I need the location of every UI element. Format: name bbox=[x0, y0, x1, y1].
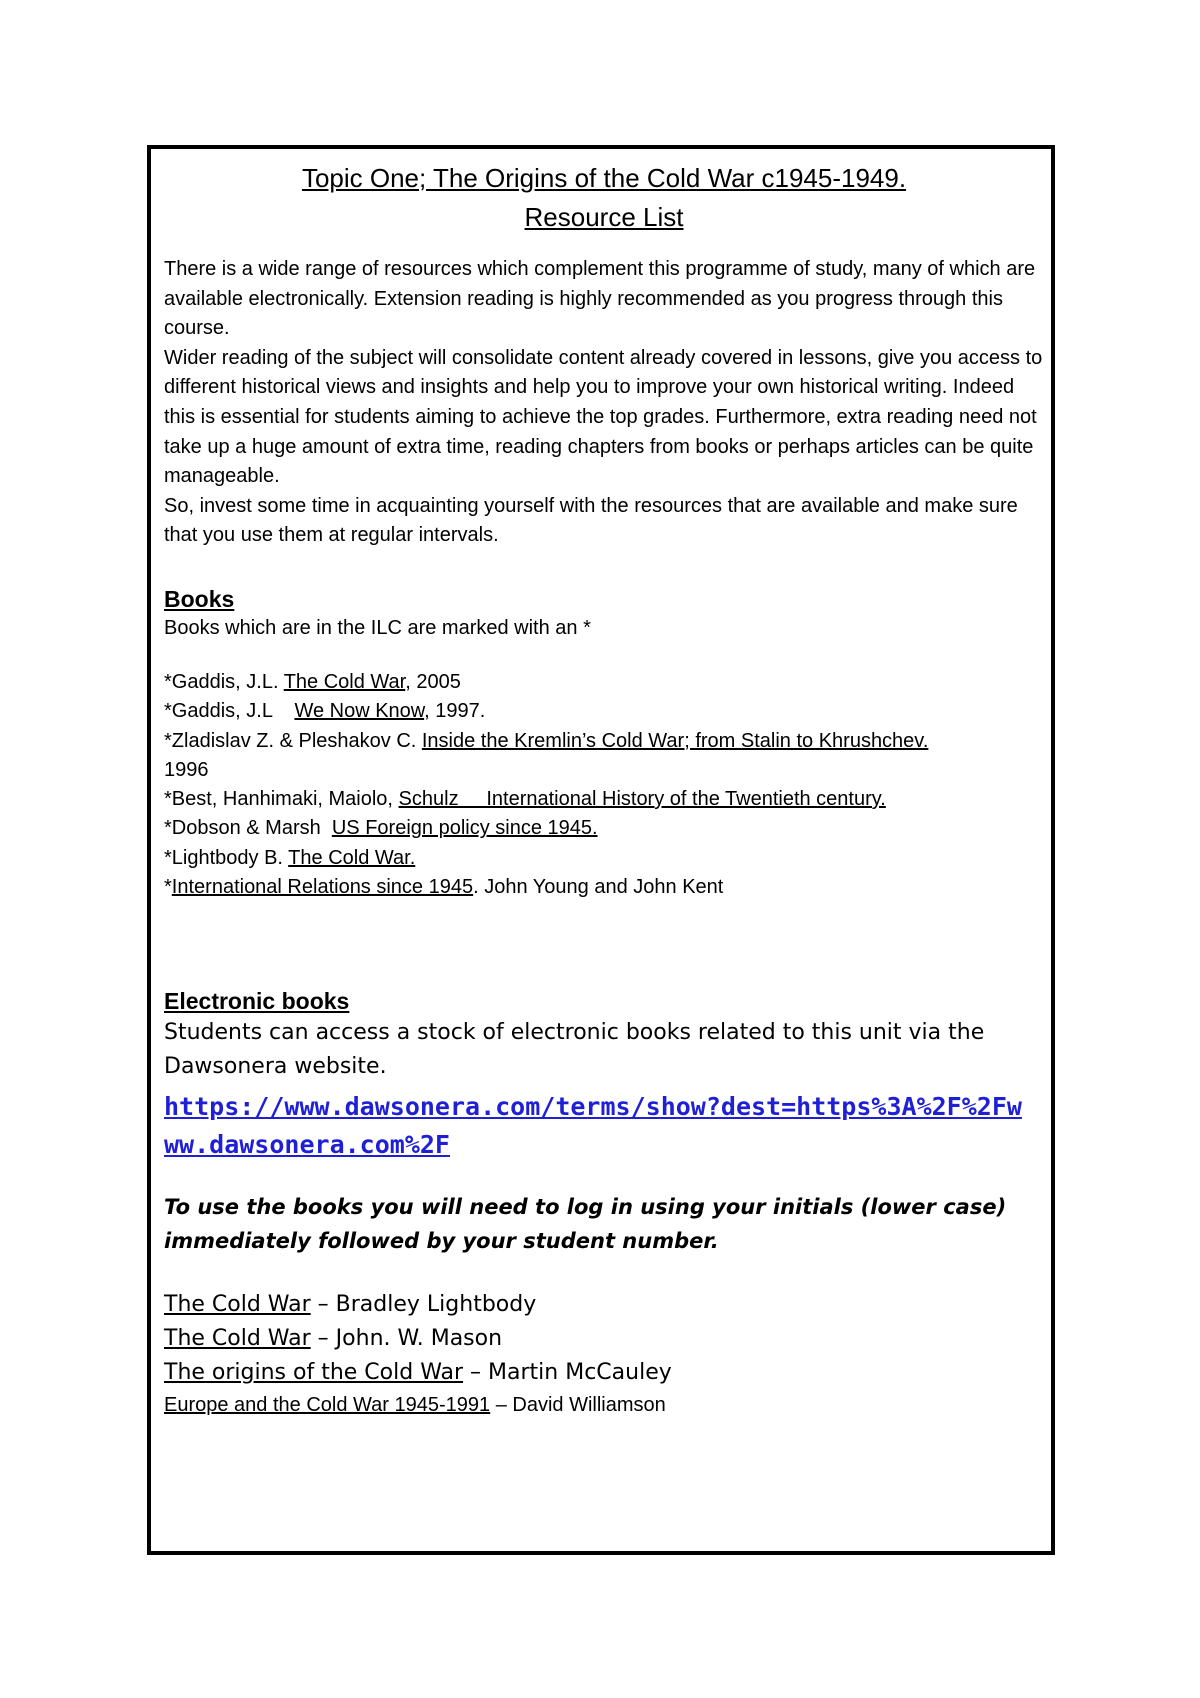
intro-paragraph: There is a wide range of resources which complement this programme of study, many of which are available electronically. Extension reading is highly recommended as you progress through this course. bbox=[164, 258, 1036, 340]
ebook-item: The origins of the Cold War – Martin McCauley bbox=[164, 1360, 672, 1386]
book-item: *Zladislav Z. & Pleshakov C. Inside the Kremlin’s Cold War; from Stalin to Khrushchev. 1996 bbox=[164, 729, 929, 781]
electronic-books-text: Students can access a stock of electronic books related to this unit via the Dawsonera website. bbox=[164, 1020, 985, 1080]
title-line-1: Topic One; The Origins of the Cold War c1945-1949. bbox=[301, 163, 907, 193]
ebook-title: The origins of the Cold War bbox=[164, 1360, 464, 1386]
book-item: *Gaddis, J.L We Now Know, 1997. bbox=[164, 700, 486, 723]
book-item: *Dobson & Marsh US Foreign policy since 1945. bbox=[164, 817, 598, 840]
login-instructions: To use the books you will need to log in using your initials (lower case) immediately followed by your student number. bbox=[164, 1195, 1007, 1254]
book-title: We Now Know bbox=[294, 700, 425, 723]
dawsonera-link[interactable]: https://www.dawsonera.com/terms/show?dest=https%3A%2F%2Fwww.dawsonera.com%2F bbox=[164, 1092, 1022, 1160]
ebook-title: Europe and the Cold War 1945-1991 bbox=[164, 1394, 491, 1417]
ebook-title: The Cold War bbox=[164, 1326, 311, 1352]
intro-paragraph: Wider reading of the subject will consolidate content already covered in lessons, give you access to different historical views and insights and help you to improve your own historical writing. Indeed this is essential for students aiming to achieve the top grades. Furthermore, extra reading need not take up a huge amount of extra time, reading chapters from books or perhaps articles can be quite manageable. bbox=[164, 346, 1043, 488]
ebook-item: The Cold War – John. W. Mason bbox=[164, 1326, 503, 1352]
ebook-title: The Cold War bbox=[164, 1292, 311, 1318]
resource-list-box bbox=[147, 145, 1055, 1555]
page-title bbox=[164, 159, 1044, 237]
electronic-books-heading: Electronic books bbox=[164, 988, 350, 1015]
book-title: The Cold War bbox=[283, 670, 406, 693]
intro-paragraph: So, invest some time in acquainting yourself with the resources that are available and make sure that you use them at regular intervals. bbox=[164, 494, 1018, 547]
ebook-item: The Cold War – Bradley Lightbody bbox=[164, 1292, 537, 1318]
electronic-book-list bbox=[164, 1288, 1044, 1420]
books-note: Books which are in the ILC are marked with an * bbox=[164, 616, 591, 639]
book-title: US Foreign policy since 1945. bbox=[331, 817, 598, 840]
intro-text bbox=[164, 255, 1044, 551]
book-item: *Gaddis, J.L. The Cold War, 2005 bbox=[164, 670, 461, 693]
book-item: *Best, Hanhimaki, Maiolo, Schulz International History of the Twentieth century. bbox=[164, 788, 886, 811]
ebook-item: Europe and the Cold War 1945-1991 – David Williamson bbox=[164, 1394, 666, 1417]
book-item: *Lightbody B. The Cold War. bbox=[164, 846, 416, 869]
book-title: International Relations since 1945 bbox=[171, 876, 474, 899]
book-item: *International Relations since 1945. John Young and John Kent bbox=[164, 876, 724, 899]
book-title: Inside the Kremlin’s Cold War; from Stalin to Khrushchev. bbox=[421, 729, 929, 752]
book-title: Schulz International History of the Twentieth century. bbox=[398, 788, 886, 811]
book-title: The Cold War. bbox=[288, 846, 416, 869]
document-content bbox=[164, 159, 1044, 1420]
books-heading: Books bbox=[164, 585, 235, 612]
title-line-2: Resource List bbox=[524, 202, 684, 232]
book-list bbox=[164, 668, 1044, 902]
